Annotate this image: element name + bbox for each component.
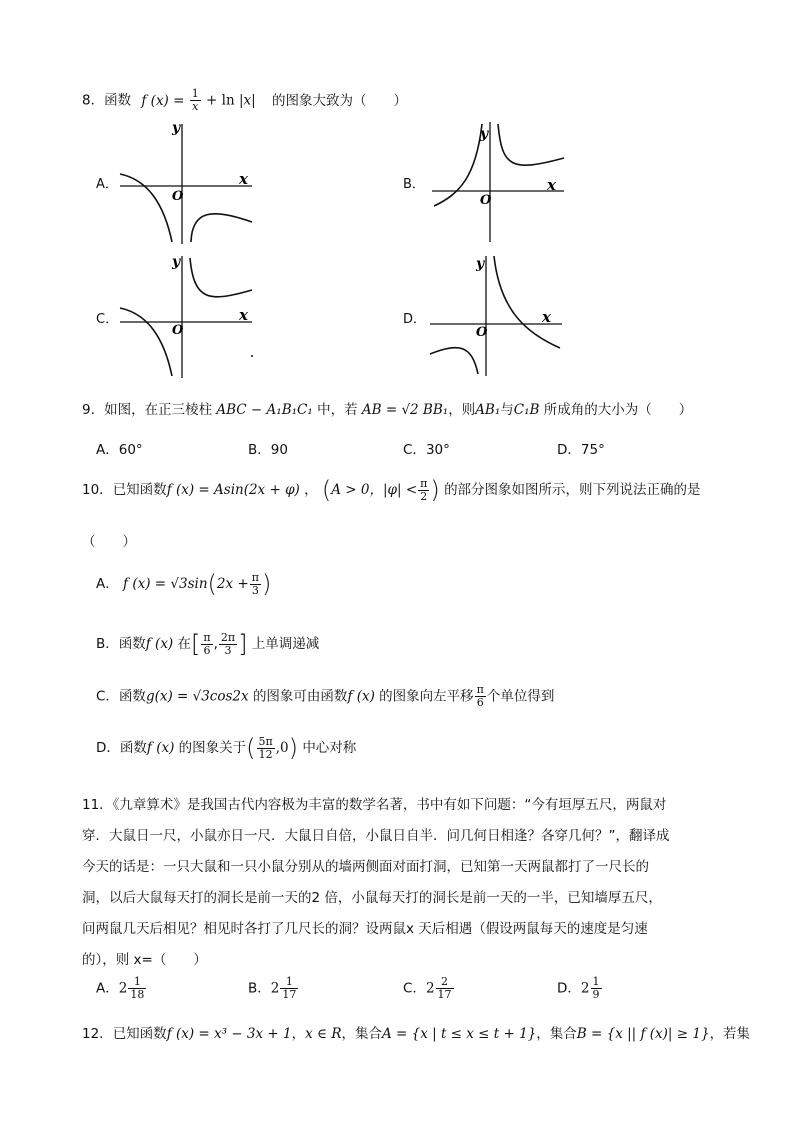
q8-option-c-graph — [118, 252, 258, 380]
q8-option-c-label: C． — [96, 312, 119, 327]
q8-func-name: f (x) = — [141, 92, 185, 109]
y-axis-label: y — [480, 126, 489, 142]
q11-option-a[interactable]: A．2 $\frac{1}{18}$ — [96, 975, 145, 1001]
q11-option-b[interactable]: B．2 $\frac{1}{17}$ — [248, 975, 297, 1001]
q8-option-a-label: A． — [96, 177, 118, 192]
q8-option-b-graph — [430, 118, 570, 246]
q10-option-a[interactable]: A． f (x) = √3sin(2x + $\frac{\pi}{3}$ ) — [96, 570, 272, 598]
q11-line: 11．《九章算术》是我国古代内容极为丰富的数学名著，书中有如下问题：“今有垣厚五尺，两鼠对 — [82, 797, 667, 813]
q8-stem — [82, 88, 407, 113]
q9-prism: ABC − A₁B₁C₁ — [216, 402, 313, 418]
q9-stem: 9．如图，在正三棱柱 ABC − A₁B₁C₁ 中，若 AB = √2 BB₁，则AB₁与C₁B 所成角的大小为（ ） — [82, 402, 693, 418]
origin-label: O — [476, 325, 488, 340]
curve-right — [191, 214, 252, 242]
q10-stem: 10．已知函数f (x) = Asin(2x + φ) ， (A > 0，|φ| < $\frac{\pi}{2}$ ) 的部分图象如图所示，则下列说法正确的是 — [82, 476, 701, 504]
curve-left — [434, 124, 482, 206]
q11-line: 洞，以后大鼠每天打的洞长是前一天的2 倍，小鼠每天打的洞长是前一天的一半，已知墙厚五尺， — [82, 890, 662, 906]
q11-option-c[interactable]: C．2 $\frac{2}{17}$ — [403, 975, 452, 1001]
q11-line: 问两鼠几天后相见？相见时各打了几尺长的洞？设两鼠x 天后相遇（假设两鼠每天的速度是匀速 — [82, 921, 648, 937]
x-axis-label: x — [239, 170, 248, 188]
q8-option-a-graph — [118, 118, 258, 246]
q8-option-d-label: D． — [403, 312, 427, 327]
q11-option-d[interactable]: D．2 $\frac{1}{9}$ — [557, 975, 600, 1001]
q9-option-b[interactable]: B．90 — [248, 442, 288, 458]
q8-stem-suffix: 的图象大致为（ ） — [271, 92, 407, 109]
q10-option-d[interactable]: D．函数f (x) 的图象关于( $\frac{5\pi}{12}$ ,0) 中心对称 — [96, 734, 357, 762]
curve-left — [120, 308, 172, 376]
q9-condition: AB = √2 BB₁ — [361, 402, 449, 418]
origin-label: O — [172, 189, 184, 204]
q8-abs-x: |x| — [238, 92, 256, 109]
q12-stem: 12．已知函数f (x) = x³ − 3x + 1，x ∈ R，集合A = {x | t ≤ x ≤ t + 1}，集合B = {x || f (x)| ≥ 1}，若集 — [82, 1026, 751, 1042]
origin-label: O — [480, 193, 492, 208]
q8-stem-prefix: 函数 — [104, 92, 132, 109]
q8-fraction: $\frac{1}{x}$ — [191, 87, 199, 113]
q10-func: f (x) = Asin(2x + φ) — [166, 482, 300, 498]
q9-option-c[interactable]: C．30° — [403, 442, 450, 458]
q11-line: 今天的话是：一只大鼠和一只小鼠分别从的墙两侧面对面打洞，已知第一天两鼠都打了一尺长的 — [82, 859, 649, 875]
curve-right — [498, 124, 564, 165]
y-axis-label: y — [172, 254, 181, 270]
x-axis-label: x — [542, 308, 551, 326]
q8-plus-ln: + ln — [206, 92, 235, 109]
origin-label: O — [172, 323, 184, 338]
y-axis-label: y — [172, 120, 181, 136]
q12-set-a: A = {x | t ≤ x ≤ t + 1} — [381, 1026, 537, 1042]
q12-func: f (x) = x³ − 3x + 1 — [166, 1026, 292, 1042]
q8-option-d-graph — [428, 252, 568, 380]
x-axis-label: x — [239, 306, 248, 324]
q9-option-d[interactable]: D．75° — [557, 442, 605, 458]
curve-right — [494, 256, 560, 348]
curve-right — [190, 258, 252, 297]
q8-option-b-label: B． — [403, 177, 425, 192]
q11-stem — [82, 790, 670, 976]
curve-left — [430, 348, 478, 374]
q10-paren: （ ） — [82, 534, 136, 550]
q10-option-c[interactable]: C．函数g(x) = √3cos2x 的图象可由函数f (x) 的图象向左平移 $\frac{\pi}{6}$ 个单位得到 — [96, 683, 555, 709]
q9-option-a[interactable]: A．60° — [96, 442, 143, 458]
q8-number: 8． — [82, 92, 105, 109]
q11-line: 的），则 x=（ ） — [82, 952, 207, 968]
y-axis-label: y — [476, 256, 485, 272]
curve-left — [120, 174, 172, 242]
q11-line: 穿．大鼠日一尺，小鼠亦日一尺．大鼠日自倍，小鼠日自半．问几何日相逢？各穿几何？”，翻译成 — [82, 828, 670, 844]
q10-option-b[interactable]: B．函数f (x) 在[ $\frac{\pi}{6}$ , $\frac{2\pi}{3}$ ] 上单调递减 — [96, 630, 320, 658]
q12-set-b: B = {x || f (x)| ≥ 1} — [576, 1026, 710, 1042]
x-axis-label: x — [547, 176, 556, 194]
